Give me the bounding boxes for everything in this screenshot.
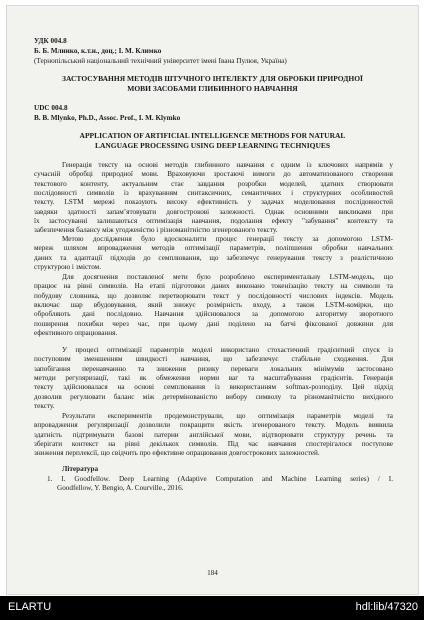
page-number: 184 <box>207 569 218 577</box>
paragraph-line: сучасній обробці природної мови. Враховуючи зростаючі вимоги до автоматизованого створення <box>34 170 393 179</box>
paragraph-line: послідовності символів із врахуванням синтаксичних, семантичних і структурних особливостей <box>34 188 393 197</box>
paragraph-line: тексту. <box>34 401 55 410</box>
paragraph-line: забезпечення балансу між угодженістю і різноманітністю згенерованого тексту. <box>34 226 278 235</box>
title-uk-line: МОВИ ЗАСОБАМИ ГЛИБИННОГО НАВЧАННЯ <box>127 84 298 93</box>
paragraph-line: Результати експериментів продемонстрували, що оптимізація параметрів моделі та <box>62 412 393 420</box>
title-en-line: APPLICATION OF ARTIFICIAL INTELLIGENCE METHODS FOR NATURAL <box>79 131 346 140</box>
udc-code-uk: УДК 004.8 <box>34 37 67 45</box>
paragraph-line: тексту. LSTM мережі показують високу ефективність у задачах моделювання послідовностей <box>34 198 393 207</box>
paragraph-line: завдяки здатності запам’ятовувати довгострокові залежності. Однак основними викликами при <box>34 207 393 216</box>
udc-code-en: UDC 004.8 <box>34 104 68 112</box>
paragraph-line: мереж шляхом впровадження методів оптимізації параметрів, поліпшення обробки навчальних <box>34 244 393 253</box>
paragraph-line: структурою і змістом. <box>34 262 102 271</box>
paragraph-line: їх застосуванні залишаються оптимізація навчання, подолання ефекту "забування" контексту та <box>34 216 393 225</box>
paragraph-line: Метою дослідження було вдосконалити процес генерації тексту за допомогою LSTM- <box>62 235 393 243</box>
paragraph-line: побудову словника, що дозволяє перетворювати текст у послідовності числових індексів. Модель <box>34 291 393 300</box>
authors-en: B. B. Mlynko, Ph.D., Assoc. Prof., I. M. Klymko <box>34 114 181 122</box>
paragraph-line: даних та адаптації підходів до семплювання, що забезпечує генерування тексту з реалістичною <box>34 253 393 262</box>
paragraph-line: дозволив регулювати баланс між детермінованістю вибору символу та різноманітністю вихідного <box>34 392 393 401</box>
handle-identifier: hdl:lib/47320 <box>355 601 418 613</box>
authors-uk: Б. Б. Млинко, к.т.н., доц.; І. М. Климко <box>34 47 162 55</box>
paragraph-line: працює на рівні символів. На етапі підготовки даних виконано токенізацію тексту на символи та <box>34 282 393 291</box>
paragraph-line: У процесі оптимізації параметрів моделі використано стохастичний градієнтний спуск із <box>62 346 393 354</box>
paragraph-line: обробляють дані послідовно. Навчання здійснювалося за допомогою алгоритму зворотного <box>34 310 393 319</box>
document-page <box>6 5 419 595</box>
footer-bar <box>0 596 424 620</box>
paragraph-line: поширення похибки через час, при цьому дані поділено на батчі фіксованої довжини для <box>34 319 393 328</box>
paragraph-line: зберігати контекст на рівні декількох символів. Під час навчання спостерігалося поступове <box>34 439 393 448</box>
affiliation-uk: (Тернопільський національний технічний університет імені Івана Пулюя, Україна) <box>34 57 287 65</box>
paragraph-line: текстового контенту, актуальним стає завдання розробки моделей, здатних створювати <box>34 179 393 188</box>
paragraph-line: Генерація тексту на основі методів глибинного навчання є одним із ключових напрямів у <box>62 161 393 169</box>
paragraph-line: впровадження регуляризації дозволили покращити якість згенерованого тексту. Модель виявила <box>34 421 393 430</box>
paragraph-line: включає шар вбудовування, який знижує розмірність входу, а також LSTM-комірки, що <box>34 300 393 309</box>
repository-name: ELARTU <box>8 601 52 613</box>
reference-item: Goodfellow, Y. Bengio, A. Courville., 2016. <box>57 484 184 492</box>
references-heading: Література <box>62 465 99 473</box>
paragraph-line: зниження перплексії, що свідчить про ефективне опрацювання довгострокових залежностей. <box>34 449 320 458</box>
paragraph-line: Для досягнення поставленої мети було розроблено експериментальну LSTM-модель, що <box>62 273 393 281</box>
title-uk-line: ЗАСТОСУВАННЯ МЕТОДІВ ШТУЧНОГО ІНТЕЛЕКТУ ДЛЯ ОБРОБКИ ПРИРОДНОЇ <box>62 74 363 83</box>
paragraph-line: запобігання перенавчанню та зниження ризику переваги локальних мінімумів застосовано <box>34 364 393 373</box>
paragraph-line: поступовим зменшенням швидкості навчання, що забезпечує стабільне сходження. Для <box>34 355 393 364</box>
paragraph-line: тексту здійснювалася на основі семплювання із використанням softmax-розподілу. Цей підхід <box>34 383 393 392</box>
paragraph-line: здатність підтримувати базові патерни англійської мови, відтворювати структуру речень та <box>34 430 393 439</box>
paragraph-line: ефективного опрацювання. <box>34 328 118 337</box>
reference-item: 1. I. Goodfellow. Deep Learning (Adaptive Computation and Machine Learning series) / I. <box>47 475 393 483</box>
title-en-line: LANGUAGE PROCESSING USING DEEP LEARNING TECHNIQUES <box>94 141 331 150</box>
paragraph-line: методи регуляризації, такі як обмеження норми ваг та масштабування градієнтів. Генерація <box>34 373 393 382</box>
